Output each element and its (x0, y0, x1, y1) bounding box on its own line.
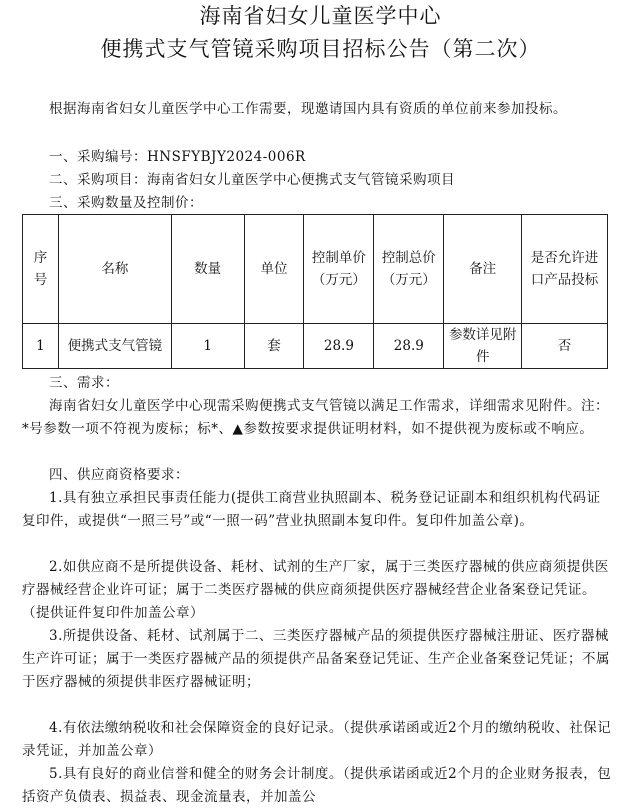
procurement-project: 二、采购项目：海南省妇女儿童医学中心便携式支气管镜采购项目 (49, 172, 455, 188)
section-3-heading: 三、需求： (49, 375, 119, 391)
table-cell: 套 (244, 324, 304, 369)
table-cell: 1 (171, 324, 244, 369)
requirement-5: 5.具有良好的商业信誉和健全的财务会计制度。（提供承诺函或近2个月的企业财务报表，包括资产负债表、损益表、现金流量表，并加盖公 (22, 766, 612, 805)
requirement-4: 4.有依法缴纳税收和社会保障资金的良好记录。（提供承诺函或近2个月的缴纳税收、社保记录凭证，并加盖公章） (22, 720, 612, 759)
page-subtitle: 便携式支气管镜采购项目招标公告（第二次） (100, 37, 541, 61)
table-header-cell: 控制单价（万元） (304, 215, 374, 324)
page-title: 海南省妇女儿童医学中心 (199, 4, 442, 28)
table-header-cell: 序号 (23, 215, 59, 324)
table-header-cell: 名称 (58, 215, 171, 324)
table-header-cell: 控制总价（万元） (374, 215, 444, 324)
table-cell: 否 (522, 324, 608, 369)
table-cell: 便携式支气管镜 (58, 324, 171, 369)
table-header-cell: 数量 (171, 215, 244, 324)
table-header-row (23, 215, 608, 324)
procurement-table (22, 214, 608, 369)
table-header-cell: 备注 (444, 215, 522, 324)
quantity-price-heading: 三、采购数量及控制价： (49, 195, 203, 211)
table-cell: 28.9 (304, 324, 374, 369)
requirement-1: 1.具有独立承担民事责任能力(提供工商营业执照副本、税务登记证副本和组织机构代码证复印件，或提供“一照三号”或“一照一码”营业执照副本复印件。复印件加盖公章)。 (22, 490, 601, 529)
table-header-cell: 是否允许进口产品投标 (522, 215, 608, 324)
table-row (23, 324, 608, 369)
table-cell: 28.9 (374, 324, 444, 369)
procurement-number: 一、采购编号：HNSFYBJY2024-006R (49, 149, 306, 165)
table-cell: 参数详见附件 (444, 324, 522, 369)
table-cell: 1 (23, 324, 59, 369)
table-header-cell: 单位 (244, 215, 304, 324)
section-4-heading: 四、供应商资格要求： (49, 467, 189, 483)
section-3-text: 海南省妇女儿童医学中心现需采购便携式支气管镜以满足工作需求，详细需求见附件。注：*号参数一项不符视为废标；标*、▲参数按要求提供证明材料，如不提供视为废标或不响应。 (22, 398, 609, 437)
intro-paragraph: 根据海南省妇女儿童医学中心工作需要，现邀请国内具有资质的单位前来参加投标。 (49, 101, 567, 117)
requirement-3: 3.所提供设备、耗材、试剂属于二、三类医疗器械产品的须提供医疗器械注册证、医疗器械生产许可证；属于一类医疗器械产品的须提供产品备案登记凭证、生产企业备案登记凭证；不属于医疗器械的须提供非医疗器械证明； (22, 628, 610, 690)
requirement-2: 2.如供应商不是所提供设备、耗材、试剂的生产厂家，属于三类医疗器械的供应商须提供医疗器械经营企业许可证；属于二类医疗器械的供应商须提供医疗器械经营企业备案登记凭证。（提供证件复印件加盖公章） (22, 559, 609, 621)
